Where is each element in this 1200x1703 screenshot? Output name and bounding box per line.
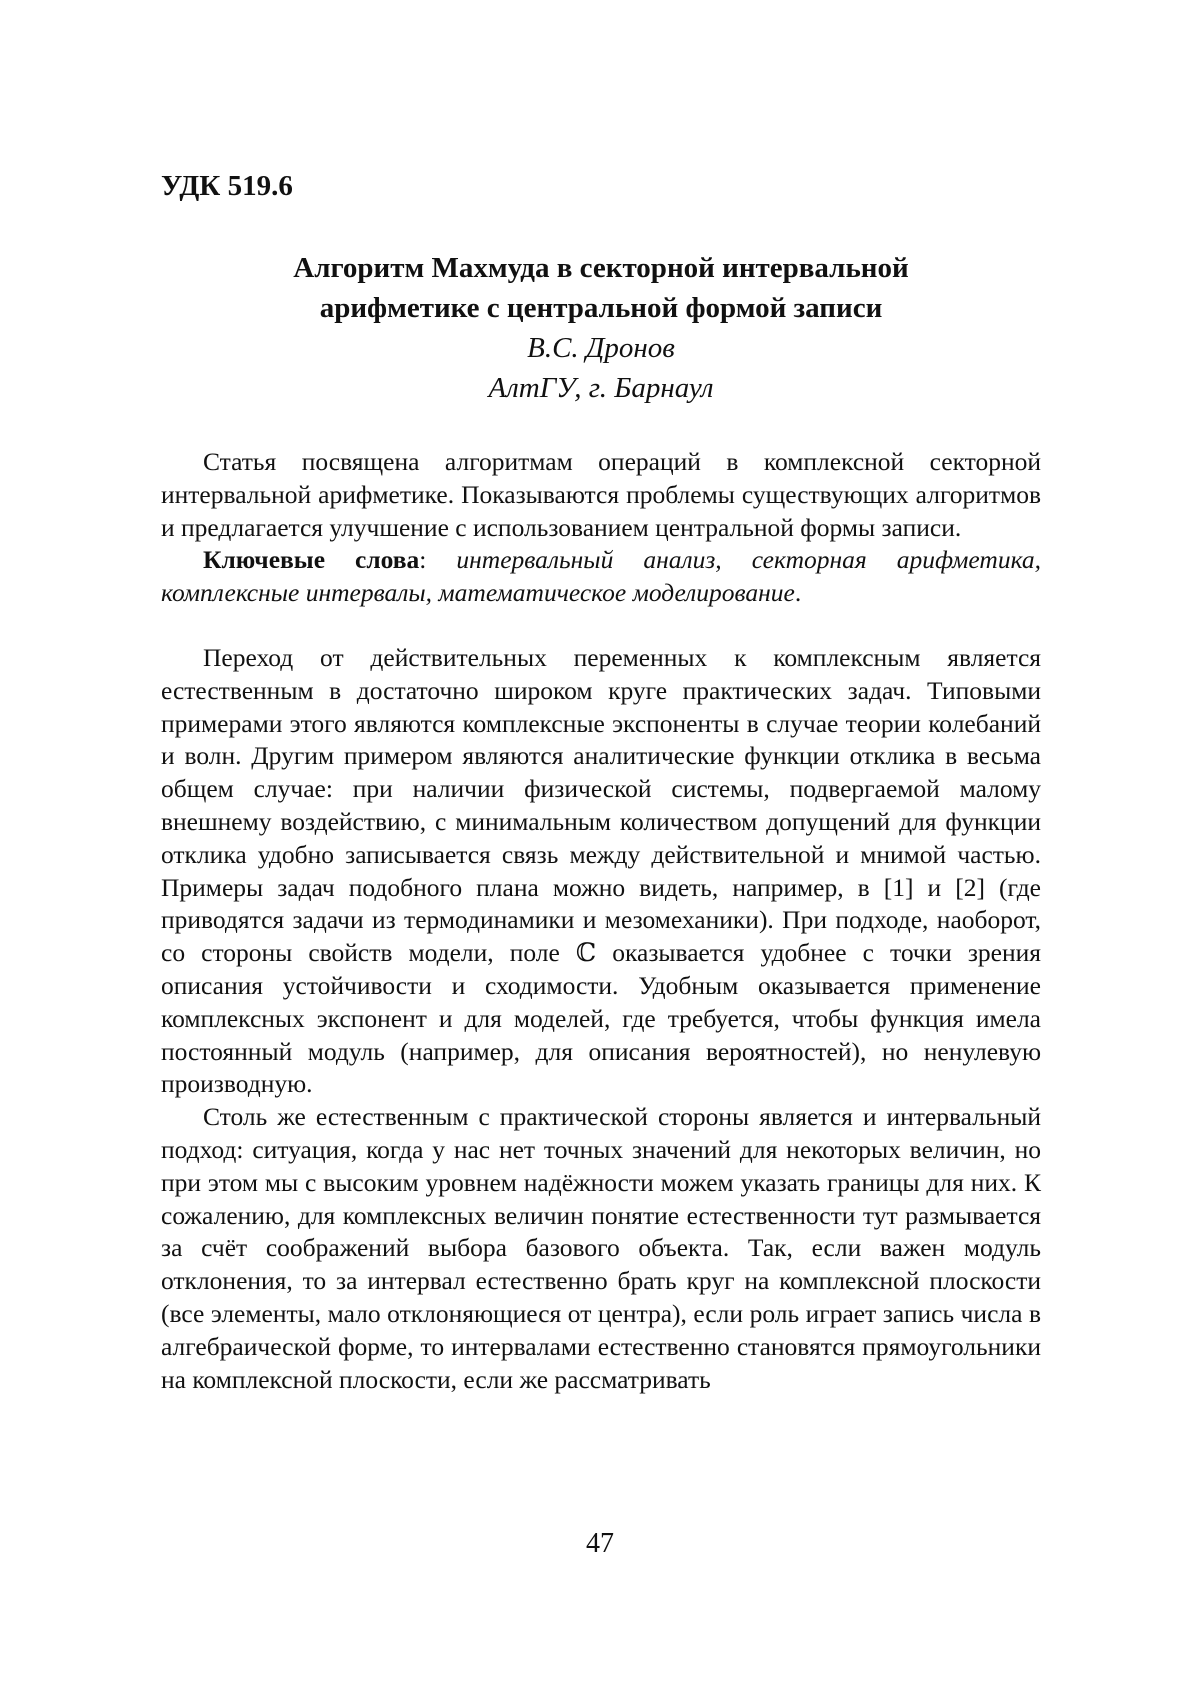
- author-name: В.С. Дронов: [527, 332, 675, 364]
- keywords-separator: :: [419, 545, 457, 575]
- paper-title: [161, 248, 1041, 328]
- keywords-text: интервальный анализ, секторная арифметика, комплексные интервалы, математическое моделирование: [161, 545, 1041, 608]
- keywords-end: .: [794, 578, 802, 608]
- udk-code: УДК 519.6: [161, 170, 293, 202]
- abstract: Статья посвящена алгоритмам операций в комплексной секторной интервальной арифметике. Показываются проблемы существующих алгоритмов и предлагается улучшение с использованием центральной формы записи.: [161, 447, 1041, 542]
- keywords-label: Ключевые слова: [203, 545, 420, 575]
- page-number: 47: [586, 1528, 614, 1559]
- keywords: [161, 544, 1041, 610]
- title-line-1: Алгоритм Махмуда в секторной интервальной: [293, 252, 909, 284]
- paper-page: [161, 150, 1041, 1396]
- title-line-2: арифметике с центральной формой записи: [319, 292, 883, 324]
- body-paragraph-2: Столь же естественным с практической стороны является и интервальный подход: ситуация, когда у нас нет точных значений для некоторых величин, но при этом мы с высоким уровнем надёжности можем указать границы для них. К сожалению, для комплексных величин понятие естественности тут размывается за счёт соображений выбора базового объекта. Так, если важен модуль отклонения, то за интервал естественно брать круг на комплексной плоскости (все элементы, мало отклоняющиеся от центра), если роль играет запись числа в алгебраической форме, то интервалами естественно становятся прямоугольники на комплексной плоскости, если же рассматривать: [161, 1102, 1041, 1394]
- author-affiliation: АлтГУ, г. Барнаул: [488, 372, 714, 404]
- body-paragraph-1: Переход от действительных переменных к комплексным является естественным в достаточно широком круге практических задач. Типовыми примерами этого являются комплексные экспоненты в случае теории колебаний и волн. Другим примером являются аналитические функции отклика в весьма общем случае: при наличии физической системы, подвергаемой малому внешнему воздействию, с минимальным количеством допущений для функции отклика удобно записывается связь между действительной и мнимой частью. Примеры задач подобного плана можно видеть, например, в [1] и [2] (где приводятся задачи из термодинамики и мезомеханики). При подходе, наоборот, со стороны свойств модели, поле ℂ оказывается удобнее с точки зрения описания устойчивости и сходимости. Удобным оказывается применение комплексных экспонент и для моделей, где требуется, чтобы функция имела постоянный модуль (например, для описания вероятностей), но ненулевую производную.: [161, 642, 1041, 1099]
